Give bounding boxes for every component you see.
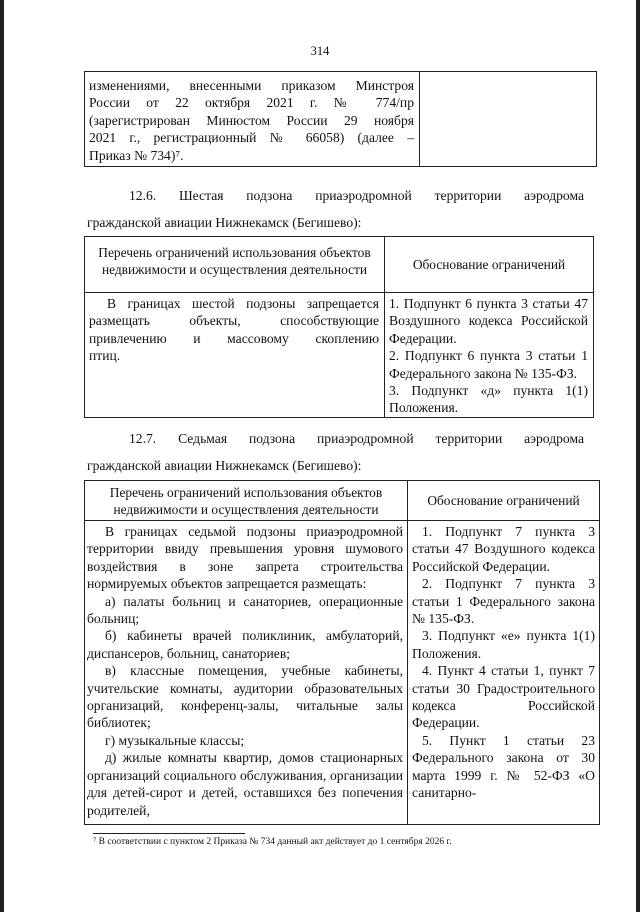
section-6-table [84,236,594,418]
section-6-restrictions-cell [85,293,385,418]
section-7-basis-item: 4. Пункт 4 статьи 1, пункт 7 статьи 30 Градостроительного кодекса Российской Федерации. [412,663,595,731]
top-table-text-cell [85,72,420,167]
section-7-basis-item: 5. Пункт 1 статьи 23 Федерального закона от 30 марта 1999 г. № 52-ФЗ «О санитарно- [412,732,595,801]
scan-edge-left [0,0,4,912]
section-7-paragraph: б) кабинеты врачей поликлиник, амбулаторий, диспансеров, больниц, санаториев; [87,628,403,661]
section-7-paragraph: д) жилые комнаты квартир, домов стационарных организаций социального обслуживания, организации для детей-сирот и детей, оставшихся без попечения родителей, [87,750,403,818]
section-6-line: привлечению и массовому скоплению [89,330,379,346]
scan-edge-right [636,0,640,912]
section-7-basis-item: 2. Подпункт 7 пункта 3 статьи 1 Федерального закона № 135-ФЗ. [412,576,595,627]
section-7-basis-item: 3. Подпункт «е» пункта 1(1) Положения. [412,628,595,661]
footnote-rule [93,833,245,834]
top-table-line: России от 22 октября 2021 г. № 774/пр [89,95,414,111]
page-number: 314 [310,44,330,58]
section-7-paragraph: в) классные помещения, учебные кабинеты, учительские комнаты, аудитории образовательных организаций, конференц-залы, читальные залы библиотек; [87,663,403,731]
section-6-basis-item: 1. Подпункт 6 пункта 3 статьи 47 Воздушного кодекса Российской Федерации. [389,296,588,346]
section-7-paragraph: а) палаты больниц и санаториев, операционные больниц; [87,593,403,627]
section-6-basis-item: 3. Подпункт «д» пункта 1(1) Положения. [389,383,588,416]
section-7-table [84,480,600,825]
section-7-basis-cell [408,521,600,825]
top-table-line: 2021 г., регистрационный № 66058) (далее – [89,130,414,146]
section-7-restrictions-cell [85,521,408,825]
section-7-header-col1: Перечень ограничений использования объектов недвижимости и осуществления деятельности [85,481,408,521]
section-7-header-col2: Обоснование ограничений [408,481,600,521]
section-7-heading: 12.7. Седьмая подзона приаэродромной территории аэродрома [129,431,584,446]
section-6-header-col1: Перечень ограничений использования объектов недвижимости и осуществления деятельности [85,237,385,293]
section-6-header-col2: Обоснование ограничений [385,237,594,293]
section-6-heading: 12.6. Шестая подзона приаэродромной территории аэродрома [129,188,584,203]
section-6-basis-item: 2. Подпункт 6 пункта 3 статьи 1 Федерального закона № 135-ФЗ. [389,348,588,381]
section-7-heading-cont: гражданской авиации Нижнекамск (Бегишево): [87,458,362,473]
section-6-line: птиц. [89,348,121,364]
top-table-empty-cell [420,72,597,167]
section-7-paragraph: В границах седьмой подзоны приаэродромной территории ввиду превышения уровня шумового воздействия в зоне запрета строительства нормируемых объектов запрещается размещать: [87,524,403,592]
top-table [84,71,597,167]
top-table-line: изменениями, внесенными приказом Минстроя [89,78,414,93]
section-7-basis-item: 1. Подпункт 7 пункта 3 статьи 47 Воздушного кодекса Российской Федерации. [412,524,595,574]
section-6-heading-cont: гражданской авиации Нижнекамск (Бегишево): [87,215,362,230]
footnote: ⁷ В соответствии с пунктом 2 Приказа № 734 данный акт действует до 1 сентября 2026 г. [93,837,452,847]
top-table-line: Приказ № 734)⁷. [89,147,184,163]
section-6-line: размещать объекты, способствующие [89,313,379,329]
top-table-line: (зарегистрирован Минюстом России 29 ноября [89,112,414,128]
section-6-basis-cell [385,293,594,418]
section-6-line: В границах шестой подзоны запрещается [107,296,379,311]
section-7-paragraph: г) музыкальные классы; [105,732,245,748]
